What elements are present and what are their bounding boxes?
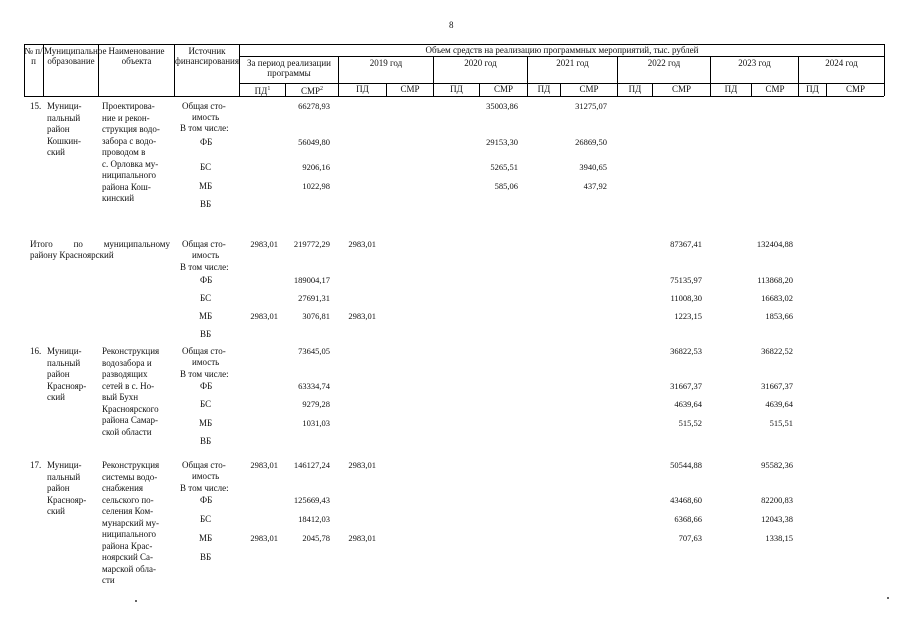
header-pd-2023: ПД <box>724 84 738 94</box>
row16-total-smr-period: 73645,05 <box>298 346 330 356</box>
row15-mb-smr-2020: 585,06 <box>494 181 518 191</box>
source-total-label-2: имость <box>192 471 220 481</box>
source-incl-label: В том числе: <box>180 483 229 493</box>
row16-bs-smr-2023: 4639,64 <box>765 399 793 409</box>
row17-fb-smr-2023: 82200,83 <box>761 495 793 505</box>
header-year-2022: 2022 год <box>647 58 681 68</box>
row17-total-pd-2019: 2983,01 <box>348 460 376 470</box>
total-pd-period: 2983,01 <box>250 239 278 249</box>
source-mb-label: МБ <box>199 311 213 321</box>
source-total-label-2: имость <box>192 357 220 367</box>
row15-bs-smr-period: 9206,16 <box>302 162 330 172</box>
total-fb-smr-2022: 75135,97 <box>670 275 702 285</box>
row15-total-smr-2021: 31275,07 <box>575 101 607 111</box>
row-number: 16. <box>30 346 42 356</box>
source-bs-label: БС <box>200 293 212 303</box>
total-mb-smr-2023: 1853,66 <box>765 311 793 321</box>
row16-mb-smr-period: 1031,03 <box>302 418 330 428</box>
total-smr-period: 219772,29 <box>293 239 330 249</box>
header-col-object: Наименование объекта <box>108 46 165 66</box>
total-mb-pd-2019: 2983,01 <box>348 311 376 321</box>
row-object: Реконструкция водозабора и разводящих сетей в с. Но- вый Бухн Красноярского района Самар- ской области <box>102 346 160 437</box>
row16-bs-smr-2022: 4639,64 <box>674 399 702 409</box>
header-period: За период реализации программы <box>247 58 331 78</box>
header-pd-2019: ПД <box>356 84 369 94</box>
source-total-label: Общая сто- <box>182 239 226 249</box>
header-smr-period: СМР$^2$ <box>300 86 323 96</box>
row17-total-smr-2022: 50544,88 <box>670 460 702 470</box>
source-fb-label: ФБ <box>200 137 213 147</box>
source-vb-label: ВБ <box>200 199 212 209</box>
source-total-label: Общая сто- <box>182 460 226 470</box>
row15-fb-smr-period: 56049,80 <box>298 137 330 147</box>
page-number: 8 <box>449 20 454 30</box>
row17-mb-pd-period: 2983,01 <box>250 533 278 543</box>
row-municipality: Муници- пальный район Краснояр- ский <box>47 346 87 402</box>
row-number: 17. <box>30 460 42 470</box>
header-pd-2021: ПД <box>537 84 551 94</box>
source-total-label: Общая сто- <box>182 101 226 111</box>
row17-total-smr-period: 146127,24 <box>293 460 330 470</box>
header-year-2023: 2023 год <box>738 58 771 68</box>
header-col-volume: Объем средств на реализацию программных мероприятий, тыс. рублей <box>425 45 699 55</box>
source-incl-label: В том числе: <box>180 369 229 379</box>
header-smr-2023: СМР <box>765 84 785 94</box>
total-label-2: району Красноярский <box>30 250 114 260</box>
row16-fb-smr-2023: 31667,37 <box>761 381 793 391</box>
row16-total-smr-2023: 36822,52 <box>761 346 793 356</box>
row17-bs-smr-2022: 6368,66 <box>674 514 702 524</box>
total-fb-smr-2023: 113868,20 <box>757 275 793 285</box>
row15-mb-smr-2021: 437,92 <box>583 181 607 191</box>
source-total-label: Общая сто- <box>182 346 226 356</box>
total-fb-smr-period: 189004,17 <box>293 275 330 285</box>
header-year-2024: 2024 год <box>825 58 858 68</box>
row15-total-smr-period: 66278,93 <box>298 101 330 111</box>
header-col-source: Источник финансирования <box>175 46 239 66</box>
source-fb-label: ФБ <box>200 381 213 391</box>
row-municipality: Муници- пальный район Краснояр- ский <box>47 460 87 516</box>
header-year-2021: 2021 год <box>556 58 589 68</box>
row17-fb-smr-2022: 43468,60 <box>670 495 702 505</box>
total-bs-smr-2023: 16683,02 <box>761 293 793 303</box>
row-number: 15. <box>30 101 42 111</box>
row16-fb-smr-period: 63334,74 <box>298 381 330 391</box>
scan-speck <box>887 597 889 599</box>
total-smr-2023: 132404,88 <box>756 239 793 249</box>
source-mb-label: МБ <box>199 418 213 428</box>
row16-mb-smr-2022: 515,52 <box>678 418 702 428</box>
header-pd-period: $ПД^1$ <box>254 86 271 96</box>
row-municipality: Муници- пальный район Кошкин- ский <box>47 101 82 157</box>
header-smr-2019: СМР <box>400 84 420 94</box>
row15-fb-smr-2021: 26869,50 <box>575 137 607 147</box>
scan-speck <box>135 600 137 602</box>
row17-bs-smr-2023: 12043,38 <box>761 514 793 524</box>
source-mb-label: МБ <box>199 181 213 191</box>
source-bs-label: БС <box>200 399 212 409</box>
source-bs-label: БС <box>200 514 212 524</box>
row16-total-smr-2022: 36822,53 <box>670 346 702 356</box>
source-total-label-2: имость <box>192 250 220 260</box>
row17-bs-smr-period: 18412,03 <box>298 514 330 524</box>
total-smr-2022: 87367,41 <box>670 239 702 249</box>
source-incl-label: В том числе: <box>180 123 229 133</box>
header-smr-2020: СМР <box>493 84 513 94</box>
header-col-municipality: Муниципальное образование <box>44 46 107 66</box>
source-fb-label: ФБ <box>200 495 213 505</box>
row15-bs-smr-2020: 5265,51 <box>490 162 518 172</box>
row17-mb-smr-period: 2045,78 <box>302 533 330 543</box>
header-year-2020: 2020 год <box>464 58 497 68</box>
source-mb-label: МБ <box>199 533 213 543</box>
header-pd-2022: ПД <box>628 84 642 94</box>
row16-mb-smr-2023: 515,51 <box>769 418 793 428</box>
source-fb-label: ФБ <box>200 275 213 285</box>
total-bs-smr-period: 27691,31 <box>298 293 330 303</box>
row17-mb-pd-2019: 2983,01 <box>348 533 376 543</box>
source-bs-label: БС <box>200 162 212 172</box>
row17-mb-smr-2023: 1338,15 <box>765 533 793 543</box>
source-vb-label: ВБ <box>200 329 212 339</box>
row16-bs-smr-period: 9279,28 <box>302 399 330 409</box>
total-pd-2019: 2983,01 <box>348 239 376 249</box>
total-mb-smr-2022: 1223,15 <box>674 311 702 321</box>
total-mb-pd-period: 2983,01 <box>250 311 278 321</box>
header-smr-2021: СМР <box>579 84 599 94</box>
source-vb-label: ВБ <box>200 436 212 446</box>
header-year-2019: 2019 год <box>369 58 403 68</box>
total-bs-smr-2022: 11008,30 <box>670 293 702 303</box>
source-vb-label: ВБ <box>200 552 212 562</box>
total-mb-smr-period: 3076,81 <box>302 311 330 321</box>
row17-mb-smr-2022: 707,63 <box>678 533 702 543</box>
row15-bs-smr-2021: 3940,65 <box>579 162 607 172</box>
row-object: Проектирова- ние и рекон- струкция водо- забора с водо- проводом в с. Орловка му- ниципального района Кош- кинский <box>102 101 160 203</box>
row15-mb-smr-period: 1022,98 <box>302 181 330 191</box>
row-object: Реконструкция системы водо- снабжения сельского по- селения Ком- мунарский му- ниципального района Крас- ноярский Са- марской обла- сти <box>102 460 160 585</box>
header-col-no: № п/п <box>24 46 43 66</box>
total-label: Итого по муниципальному <box>30 239 170 249</box>
header-pd-2020: ПД <box>450 84 463 94</box>
row17-total-pd-period: 2983,01 <box>250 460 278 470</box>
header-pd-2024: ПД <box>806 84 819 94</box>
source-total-label-2: имость <box>192 112 220 122</box>
row16-fb-smr-2022: 31667,37 <box>670 381 702 391</box>
row15-fb-smr-2020: 29153,30 <box>486 137 518 147</box>
row17-total-smr-2023: 95582,36 <box>761 460 793 470</box>
row15-total-smr-2020: 35003,86 <box>486 101 518 111</box>
source-incl-label: В том числе: <box>180 262 229 272</box>
header-smr-2022: СМР <box>671 84 691 94</box>
row17-fb-smr-period: 125669,43 <box>293 495 330 505</box>
header-smr-2024: СМР <box>845 84 865 94</box>
